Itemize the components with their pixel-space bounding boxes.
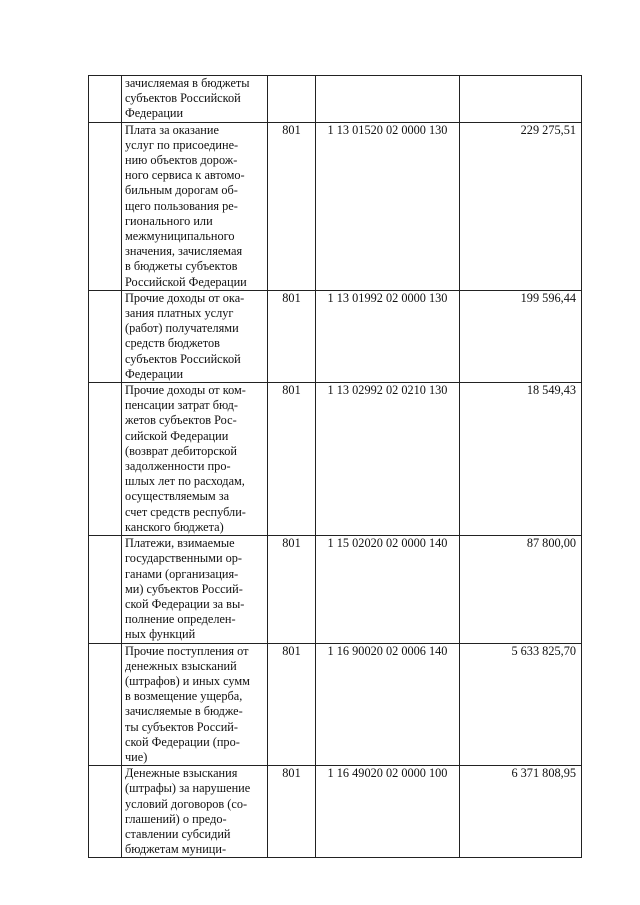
name-line: ных функций <box>125 627 196 642</box>
revenue-name-cell <box>122 122 268 290</box>
admin-code-cell: 801 <box>268 766 316 858</box>
name-line: (возврат дебиторской <box>125 443 237 458</box>
name-line: чие) <box>125 749 148 764</box>
name-line: денежных взысканий <box>125 658 237 673</box>
table-row <box>89 383 582 536</box>
table-row <box>89 290 582 382</box>
admin-code-cell: 801 <box>268 122 316 290</box>
budget-code-cell: 1 16 49020 02 0000 100 <box>316 766 460 858</box>
revenue-name <box>125 123 264 290</box>
name-line: зания платных услуг <box>125 306 234 321</box>
name-line: осуществляемым за <box>125 489 230 504</box>
name-line: Плата за оказание <box>125 122 219 137</box>
amount-cell: 5 633 825,70 <box>460 643 582 766</box>
table-row <box>89 643 582 766</box>
admin-code-cell: 801 <box>268 290 316 382</box>
name-line: задолженности про- <box>125 459 231 474</box>
name-line: зачисляемая в бюджеты <box>125 76 250 90</box>
admin-code-cell <box>268 76 316 123</box>
amount-cell: 87 800,00 <box>460 536 582 643</box>
name-line: средств бюджетов <box>125 336 220 351</box>
name-line: ми) субъектов Россий- <box>125 581 243 596</box>
admin-code-cell: 801 <box>268 383 316 536</box>
name-line: нию объектов дорож- <box>125 153 238 168</box>
revenue-table <box>88 75 582 858</box>
name-line: сийской Федерации <box>125 428 229 443</box>
name-line: (штрафов) и иных сумм <box>125 673 250 688</box>
name-line: пенсации затрат бюд- <box>125 398 238 413</box>
revenue-name-cell <box>122 290 268 382</box>
name-line: полнение определен- <box>125 612 236 627</box>
amount-cell: 18 549,43 <box>460 383 582 536</box>
name-line: Платежи, взимаемые <box>125 536 235 551</box>
table-row <box>89 536 582 643</box>
revenue-name-cell <box>122 536 268 643</box>
name-line: счет средств республи- <box>125 504 246 519</box>
name-line: (штрафы) за нарушение <box>125 781 251 796</box>
blank-cell <box>89 76 122 123</box>
name-line: государственными ор- <box>125 551 243 566</box>
table-row <box>89 76 582 123</box>
name-line: Федерации <box>125 366 184 381</box>
name-line: ганами (организация- <box>125 566 239 581</box>
blank-cell <box>89 122 122 290</box>
name-line: в бюджеты субъектов <box>125 259 238 274</box>
name-line: Денежные взыскания <box>125 766 238 781</box>
blank-cell <box>89 290 122 382</box>
revenue-name <box>125 383 264 535</box>
name-line: глашений) о предо- <box>125 811 227 826</box>
name-line: гионального или <box>125 213 213 228</box>
blank-cell <box>89 536 122 643</box>
table-row <box>89 122 582 290</box>
name-line: субъектов Российской <box>125 91 241 106</box>
name-line: бюджетам муници- <box>125 842 227 857</box>
name-line: канского бюджета) <box>125 519 224 534</box>
revenue-name-cell <box>122 76 268 123</box>
name-line: в возмещение ущерба, <box>125 689 243 704</box>
amount-cell: 6 371 808,95 <box>460 766 582 858</box>
budget-code-cell <box>316 76 460 123</box>
name-line: жетов субъектов Рос- <box>125 413 237 428</box>
revenue-name <box>125 644 264 766</box>
revenue-name-cell <box>122 383 268 536</box>
budget-code-cell: 1 13 01992 02 0000 130 <box>316 290 460 382</box>
revenue-name-cell <box>122 766 268 858</box>
name-line: Прочие доходы от ока- <box>125 290 245 305</box>
blank-cell <box>89 643 122 766</box>
budget-code-cell: 1 15 02020 02 0000 140 <box>316 536 460 643</box>
name-line: ской Федерации (про- <box>125 734 240 749</box>
budget-code-cell: 1 13 02992 02 0210 130 <box>316 383 460 536</box>
name-line: щего пользования ре- <box>125 198 238 213</box>
amount-cell: 199 596,44 <box>460 290 582 382</box>
amount-cell <box>460 76 582 123</box>
blank-cell <box>89 383 122 536</box>
budget-code-cell: 1 16 90020 02 0006 140 <box>316 643 460 766</box>
name-line: Прочие поступления от <box>125 643 249 658</box>
table-row <box>89 766 582 858</box>
name-line: ты субъектов Россий- <box>125 719 238 734</box>
revenue-name <box>125 76 264 122</box>
name-line: Федерации <box>125 106 184 121</box>
revenue-name-cell <box>122 643 268 766</box>
name-line: услуг по присоедине- <box>125 137 239 152</box>
budget-code-cell: 1 13 01520 02 0000 130 <box>316 122 460 290</box>
name-line: Российской Федерации <box>125 274 247 289</box>
blank-cell <box>89 766 122 858</box>
revenue-name <box>125 291 264 382</box>
revenue-table-body <box>89 76 582 858</box>
revenue-name <box>125 536 264 642</box>
name-line: ставлении субсидий <box>125 826 231 841</box>
revenue-name <box>125 766 264 857</box>
name-line: зачисляемые в бюдже- <box>125 704 243 719</box>
name-line: условий договоров (со- <box>125 796 248 811</box>
name-line: межмуниципального <box>125 229 235 244</box>
name-line: значения, зачисляемая <box>125 244 243 259</box>
name-line: шлых лет по расходам, <box>125 474 245 489</box>
name-line: (работ) получателями <box>125 321 239 336</box>
admin-code-cell: 801 <box>268 643 316 766</box>
name-line: ской Федерации за вы- <box>125 596 245 611</box>
admin-code-cell: 801 <box>268 536 316 643</box>
name-line: ного сервиса к автомо- <box>125 168 245 183</box>
name-line: бильным дорогам об- <box>125 183 238 198</box>
name-line: Прочие доходы от ком- <box>125 383 246 398</box>
name-line: субъектов Российской <box>125 351 241 366</box>
amount-cell: 229 275,51 <box>460 122 582 290</box>
